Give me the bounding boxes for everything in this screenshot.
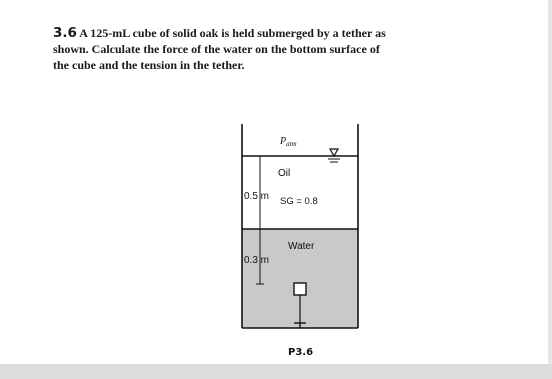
bottom-bar [0,364,552,379]
problem-line-2: shown. Calculate the force of the water on the bottom surface of [53,42,380,56]
tank-figure [220,118,380,358]
problem-line-3: the cube and the tension in the tether. [53,58,245,72]
oil-label: Oil [278,168,291,179]
problem-number: 3.6 [53,25,77,41]
water-depth-label: 0.3 m [244,255,270,266]
page-right-edge [548,0,552,364]
water-label: Water [288,241,315,252]
sg-label: SG = 0.8 [280,196,318,207]
oak-cube [294,283,306,295]
patm-label: $P_{atm}$ [280,136,297,148]
oil-depth-label: 0.5 m [244,191,270,202]
problem-line-1: 3.6 A 125-mL cube of solid oak is held submerged by a tether as [53,25,386,41]
figure-caption: P3.6 [288,347,314,358]
problem-statement [53,25,548,73]
